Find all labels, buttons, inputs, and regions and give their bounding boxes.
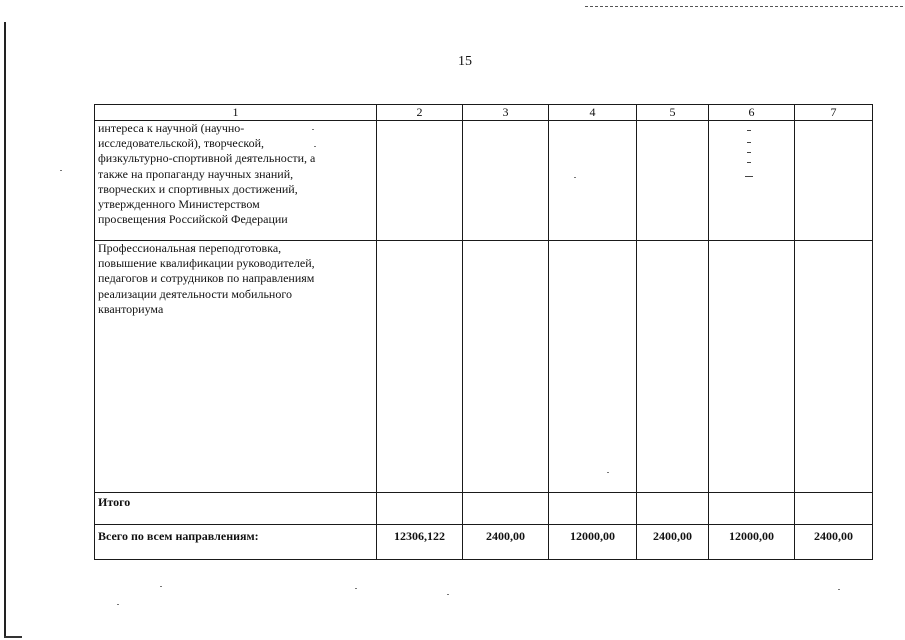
description-line: интереса к научной (научно-: [98, 121, 245, 135]
table-row: [95, 241, 873, 493]
scan-artifact: [60, 170, 62, 171]
value-cell: [549, 493, 637, 525]
scan-corner-mark: [4, 636, 22, 638]
header-cell: 3: [463, 105, 549, 121]
description-line: исследовательской), творческой,: [98, 136, 265, 151]
total-label: Итого: [95, 493, 377, 525]
description-line: просвещения Российской Федерации: [98, 212, 288, 227]
table-row: [95, 121, 873, 241]
value-cell: [463, 121, 549, 241]
header-cell: 6: [709, 105, 795, 121]
row-description-cell: [95, 121, 377, 241]
description-line: кванториума: [98, 301, 164, 316]
scan-artifact: [745, 176, 753, 177]
value-cell: [463, 493, 549, 525]
value-cell: [463, 241, 549, 493]
scan-artifact: [447, 594, 449, 595]
value-cell: [795, 241, 873, 493]
grand-total-value: 12306,122: [377, 525, 463, 560]
grand-total-value: 2400,00: [637, 525, 709, 560]
header-cell: 7: [795, 105, 873, 121]
value-cell: [377, 493, 463, 525]
scan-artifact: [747, 162, 751, 163]
grand-total-value: 12000,00: [709, 525, 795, 560]
value-cell: [549, 121, 637, 241]
scan-artifact: [747, 142, 751, 143]
scan-artifact: [117, 604, 119, 605]
value-cell: [795, 493, 873, 525]
description-line: педагогов и сотрудников по направлениям: [98, 271, 315, 286]
value-cell: [637, 493, 709, 525]
row-description-cell: [95, 241, 377, 493]
value-cell: [637, 121, 709, 241]
table-header-row: [95, 105, 873, 121]
grand-total-row: [95, 525, 873, 560]
scan-artifact: [747, 152, 751, 153]
scan-top-dashed-line: [585, 6, 903, 7]
scan-artifact: [312, 129, 314, 130]
grand-total-value: 2400,00: [795, 525, 873, 560]
grand-total-value: 12000,00: [549, 525, 637, 560]
header-cell: 1: [95, 105, 377, 121]
value-cell: [795, 121, 873, 241]
scan-artifact: [747, 130, 751, 131]
value-cell: [637, 241, 709, 493]
budget-table: [94, 104, 873, 560]
value-cell: [709, 241, 795, 493]
description-line: физкультурно-спортивной деятельности, а: [98, 151, 316, 166]
scan-artifact: [355, 588, 357, 589]
header-cell: 5: [637, 105, 709, 121]
description-line: утвержденного Министерством: [98, 197, 260, 212]
value-cell: [377, 121, 463, 241]
description-line: творческих и спортивных достижений,: [98, 181, 298, 196]
scan-artifact: [160, 586, 162, 587]
scan-artifact: [838, 589, 840, 590]
value-cell: [709, 121, 795, 241]
header-cell: 2: [377, 105, 463, 121]
grand-total-value: 2400,00: [463, 525, 549, 560]
description-line: также на пропаганду научных знаний,: [98, 166, 294, 181]
total-row: [95, 493, 873, 525]
value-cell: [549, 241, 637, 493]
description-line: Профессиональная переподготовка,: [98, 241, 282, 255]
page-number: 15: [458, 54, 472, 69]
description-line: повышение квалификации руководителей,: [98, 256, 315, 271]
value-cell: [377, 241, 463, 493]
header-cell: 4: [549, 105, 637, 121]
scan-artifact: [314, 146, 316, 147]
scan-artifact: [574, 177, 576, 178]
grand-total-label: Всего по всем направлениям:: [95, 525, 377, 560]
value-cell: [709, 493, 795, 525]
scan-artifact: [607, 472, 609, 473]
scan-left-edge: [4, 22, 6, 638]
description-line: реализации деятельности мобильного: [98, 286, 292, 301]
